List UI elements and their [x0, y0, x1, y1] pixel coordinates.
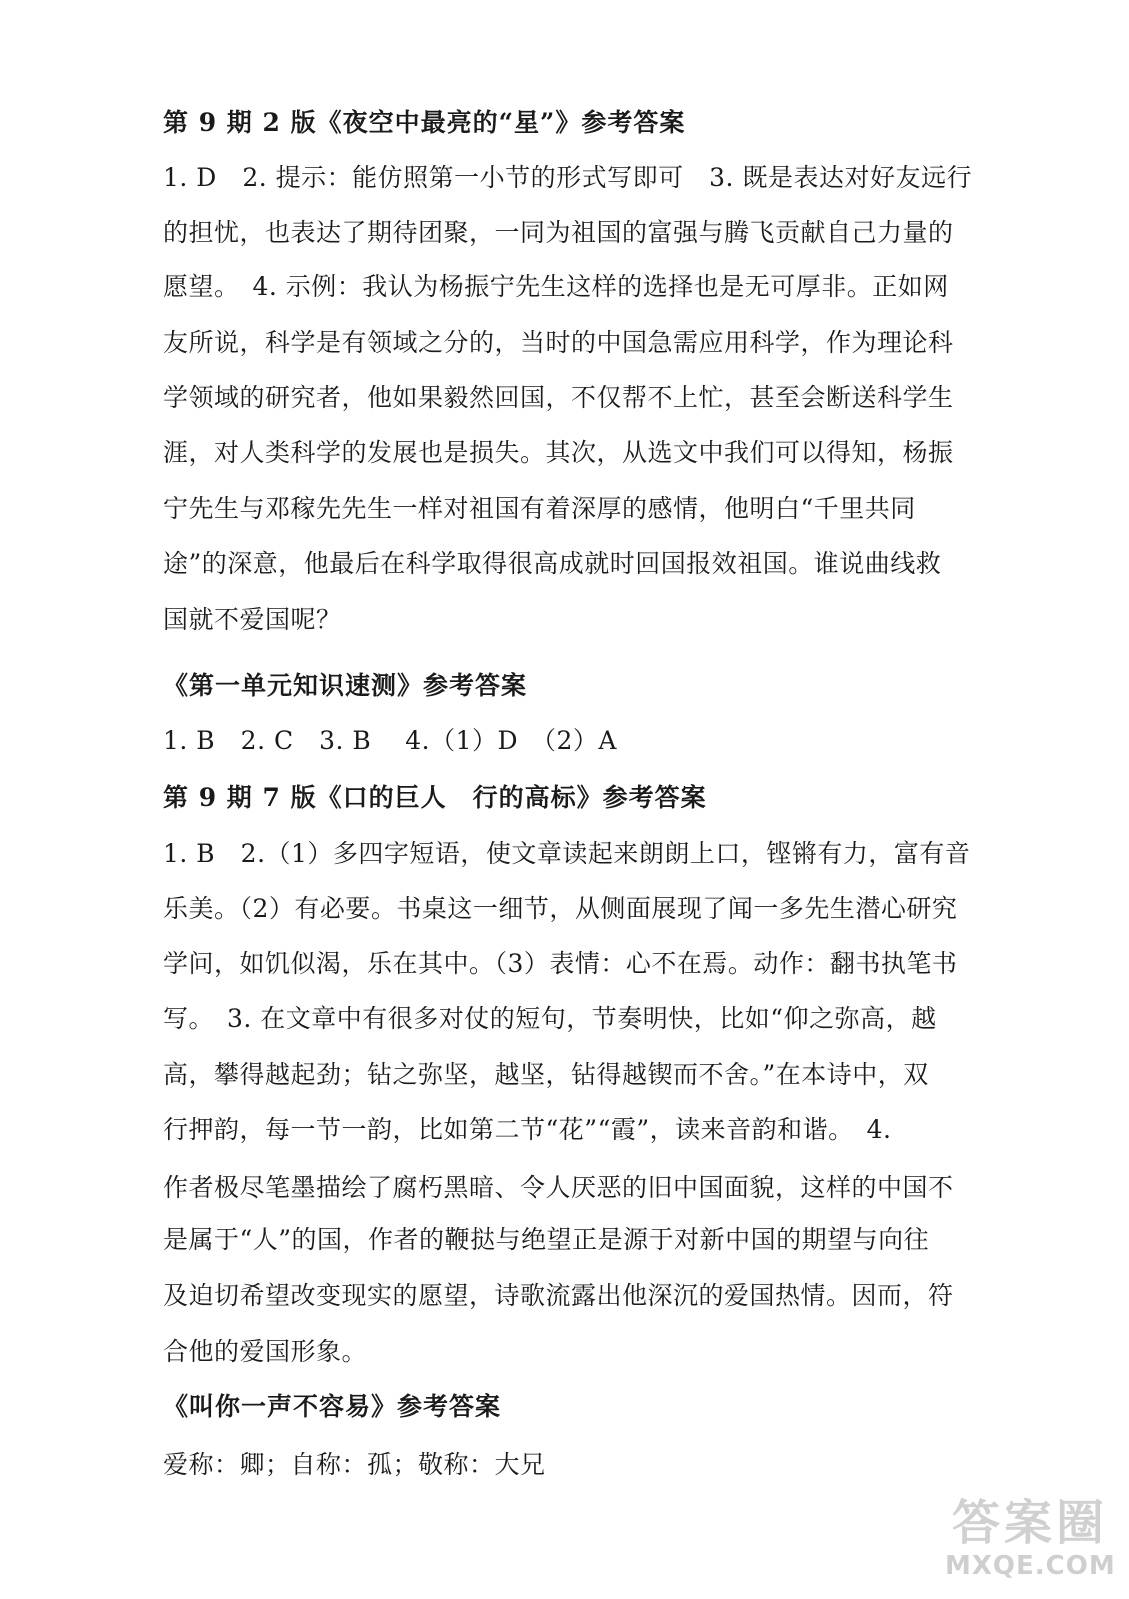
section-heading-4: 《叫你一声不容易》参考答案 [163, 1392, 502, 1421]
answer-line: 是属于“人”的国，作者的鞭挞与绝望正是源于对新中国的期望与向往 [163, 1225, 930, 1254]
section-heading-3: 第 9 期 7 版《口的巨人 行的高标》参考答案 [163, 783, 707, 812]
section-heading-2: 《第一单元知识速测》参考答案 [163, 671, 528, 700]
answer-line: 高，攀得越起劲；钻之弥坚，越坚，钻得越锲而不舍。”在本诗中，双 [163, 1060, 929, 1089]
answer-line: 1. D 2. 提示：能仿照第一小节的形式写即可 3. 既是表达对好友远行 [163, 163, 972, 192]
answer-line: 爱称：卿；自称：孤；敬称：大兄 [163, 1450, 546, 1479]
answer-line: 愿望。 4. 示例：我认为杨振宁先生这样的选择也是无可厚非。正如网 [163, 272, 949, 301]
answer-line: 涯，对人类科学的发展也是损失。其次，从选文中我们可以得知，杨振 [163, 438, 954, 467]
answer-line: 作者极尽笔墨描绘了腐朽黑暗、令人厌恶的旧中国面貌，这样的中国不 [163, 1173, 954, 1202]
answer-line: 及迫切希望改变现实的愿望，诗歌流露出他深沉的爱国热情。因而，符 [163, 1281, 954, 1310]
watermark-site-text: MXQE.COM [945, 1551, 1116, 1581]
answer-line: 宁先生与邓稼先先生一样对祖国有着深厚的感情，他明白“千里共同 [163, 494, 916, 523]
section-heading-1: 第 9 期 2 版《夜空中最亮的“星”》参考答案 [163, 108, 686, 137]
answer-line: 乐美。（2）有必要。书桌这一细节，从侧面展现了闻一多先生潜心研究 [163, 894, 958, 923]
answer-line: 写。 3. 在文章中有很多对仗的短句，节奏明快，比如“仰之弥高，越 [163, 1004, 937, 1033]
answer-line: 学问，如饥似渴，乐在其中。（3）表情：心不在焉。动作：翻书执笔书 [163, 949, 958, 978]
answer-line: 的担忧，也表达了期待团聚，一同为祖国的富强与腾飞贡献自己力量的 [163, 218, 954, 247]
answer-line: 1. B 2. C 3. B 4.（1）D （2）A [163, 726, 617, 755]
answer-line: 学领域的研究者，他如果毅然回国，不仅帮不上忙，甚至会断送科学生 [163, 383, 954, 412]
answer-line: 1. B 2.（1）多四字短语，使文章读起来朗朗上口，铿锵有力，富有音 [163, 839, 971, 868]
answer-line: 合他的爱国形象。 [163, 1337, 368, 1366]
watermark-logo-text: 答案圈 [951, 1495, 1108, 1551]
watermark-logo [945, 1495, 1115, 1587]
answer-line: 友所说，科学是有领域之分的，当时的中国急需应用科学，作为理论科 [163, 328, 954, 357]
answer-line: 行押韵，每一节一韵，比如第二节“花”“霞”，读来音韵和谐。 4. [163, 1115, 892, 1144]
answer-line: 国就不爱国呢？ [163, 605, 342, 634]
answer-line: 途”的深意，他最后在科学取得很高成就时回国报效祖国。谁说曲线救 [163, 549, 942, 578]
